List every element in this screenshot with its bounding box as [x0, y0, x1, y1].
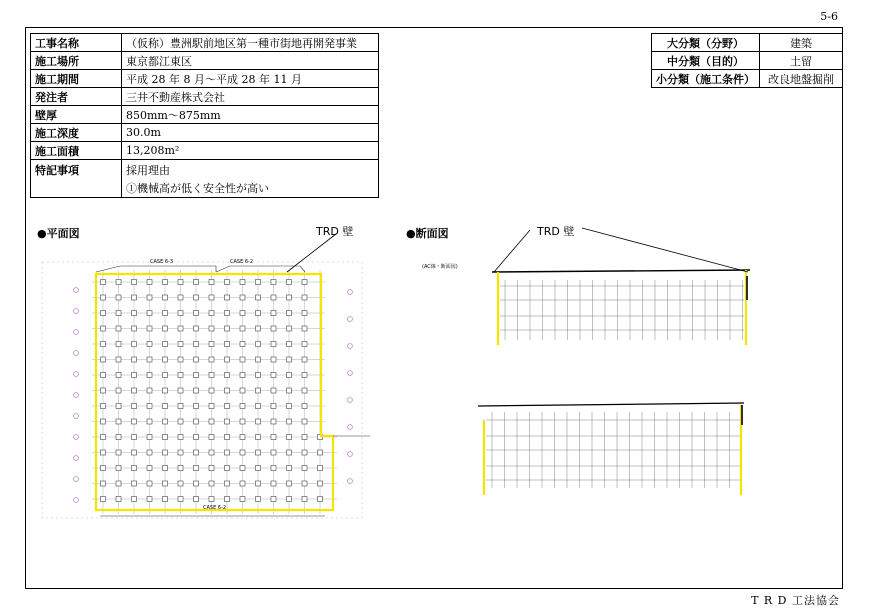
column-mark [287, 342, 292, 347]
column-mark [209, 357, 214, 362]
column-mark [147, 481, 152, 486]
column-mark [256, 280, 261, 285]
column-mark [132, 481, 137, 486]
column-mark [225, 435, 230, 440]
column-mark [209, 342, 214, 347]
grid-marker [348, 344, 353, 349]
column-mark [271, 450, 276, 455]
column-mark [194, 497, 199, 502]
table-row: 施工深度 30.0m [31, 124, 379, 142]
grid-marker [74, 309, 79, 314]
column-mark [178, 311, 183, 316]
plan-leader-line [287, 234, 336, 272]
column-mark [194, 342, 199, 347]
column-mark [256, 388, 261, 393]
column-mark [271, 481, 276, 486]
footer-organization: T R D 工法協会 [751, 594, 840, 607]
column-mark [302, 311, 307, 316]
plan-view-drawing [42, 234, 370, 518]
grid-marker [74, 498, 79, 503]
column-mark [240, 357, 245, 362]
column-mark [116, 342, 121, 347]
column-mark [256, 326, 261, 331]
column-mark [132, 373, 137, 378]
column-mark [271, 280, 276, 285]
column-mark [101, 357, 106, 362]
column-mark [209, 280, 214, 285]
column-mark [209, 466, 214, 471]
column-mark [194, 466, 199, 471]
column-mark [116, 357, 121, 362]
note-line-2: ①機械高が低く安全性が高い [126, 182, 269, 195]
column-mark [302, 342, 307, 347]
column-mark [256, 311, 261, 316]
column-mark [132, 357, 137, 362]
grid-marker [348, 290, 353, 295]
column-mark [178, 295, 183, 300]
grid-marker [348, 317, 353, 322]
case-label-top-1: CASE 6-3 [150, 259, 174, 265]
table-row: 小分類（施工条件） 改良地盤掘削 [652, 70, 843, 88]
column-mark [302, 435, 307, 440]
column-mark [163, 450, 168, 455]
column-mark [132, 388, 137, 393]
column-mark [194, 280, 199, 285]
column-mark [240, 311, 245, 316]
column-mark [163, 388, 168, 393]
column-mark [209, 295, 214, 300]
column-mark [132, 311, 137, 316]
grid-marker [74, 477, 79, 482]
column-mark [101, 481, 106, 486]
column-mark [116, 497, 121, 502]
column-mark [147, 466, 152, 471]
column-mark [163, 357, 168, 362]
column-mark [178, 497, 183, 502]
column-mark [302, 388, 307, 393]
column-mark [132, 450, 137, 455]
column-mark [194, 450, 199, 455]
column-mark [225, 481, 230, 486]
column-mark [302, 326, 307, 331]
section-leader-right [582, 228, 748, 272]
column-mark [318, 497, 323, 502]
column-mark [194, 373, 199, 378]
section-view-drawing [422, 228, 750, 495]
column-mark [240, 497, 245, 502]
column-mark [287, 435, 292, 440]
column-mark [116, 373, 121, 378]
column-mark [147, 435, 152, 440]
case-label-bottom: CASE 6-2 [203, 505, 227, 511]
column-mark [225, 295, 230, 300]
column-mark [147, 280, 152, 285]
column-mark [194, 326, 199, 331]
column-mark [240, 326, 245, 331]
column-mark [209, 419, 214, 424]
column-mark [302, 497, 307, 502]
column-mark [209, 373, 214, 378]
column-mark [318, 466, 323, 471]
column-mark [163, 435, 168, 440]
column-mark [178, 481, 183, 486]
grid-marker [348, 452, 353, 457]
column-mark [132, 326, 137, 331]
column-mark [302, 466, 307, 471]
column-mark [178, 342, 183, 347]
column-mark [101, 280, 106, 285]
column-mark [116, 326, 121, 331]
section-trd-callout: TRD 壁 [537, 225, 575, 238]
grid-marker [74, 393, 79, 398]
column-mark [256, 435, 261, 440]
column-mark [163, 481, 168, 486]
column-mark [225, 311, 230, 316]
column-mark [209, 404, 214, 409]
column-mark [240, 404, 245, 409]
column-mark [302, 404, 307, 409]
column-mark [256, 342, 261, 347]
column-mark [178, 435, 183, 440]
column-mark [163, 342, 168, 347]
column-mark [178, 419, 183, 424]
column-mark [256, 419, 261, 424]
column-mark [163, 326, 168, 331]
column-mark [194, 388, 199, 393]
column-mark [271, 466, 276, 471]
column-mark [132, 295, 137, 300]
column-mark [101, 404, 106, 409]
column-mark [132, 497, 137, 502]
column-mark [287, 326, 292, 331]
column-mark [116, 450, 121, 455]
column-mark [287, 373, 292, 378]
column-mark [209, 435, 214, 440]
grid-marker [74, 330, 79, 335]
column-mark [194, 295, 199, 300]
column-mark [116, 419, 121, 424]
column-mark [163, 419, 168, 424]
column-mark [132, 419, 137, 424]
column-mark [132, 342, 137, 347]
column-mark [271, 295, 276, 300]
column-mark [256, 357, 261, 362]
column-mark [271, 342, 276, 347]
column-mark [194, 357, 199, 362]
column-mark [101, 342, 106, 347]
column-mark [225, 388, 230, 393]
column-mark [147, 497, 152, 502]
table-row: 壁厚 850mm～875mm [31, 106, 379, 124]
table-row: 施工場所 東京都江東区 [31, 52, 379, 70]
column-mark [163, 404, 168, 409]
column-mark [132, 404, 137, 409]
column-mark [256, 450, 261, 455]
column-mark [271, 435, 276, 440]
column-mark [287, 280, 292, 285]
column-mark [147, 373, 152, 378]
column-mark [163, 311, 168, 316]
column-mark [225, 342, 230, 347]
grid-marker [74, 288, 79, 293]
column-mark [147, 342, 152, 347]
special-notes-row: 特記事項 採用理由 ①機械高が低く安全性が高い [31, 160, 379, 198]
table-row: 大分類（分野） 建築 [652, 34, 843, 52]
column-mark [209, 326, 214, 331]
page-number: 5-6 [820, 10, 838, 23]
column-mark [256, 295, 261, 300]
column-mark [225, 373, 230, 378]
column-mark [116, 466, 121, 471]
grid-marker [348, 425, 353, 430]
column-mark [116, 295, 121, 300]
column-mark [287, 404, 292, 409]
column-mark [209, 481, 214, 486]
column-mark [302, 295, 307, 300]
column-mark [178, 280, 183, 285]
column-mark [302, 373, 307, 378]
column-mark [209, 450, 214, 455]
column-mark [287, 481, 292, 486]
column-mark [225, 450, 230, 455]
column-mark [287, 419, 292, 424]
column-mark [132, 280, 137, 285]
column-mark [240, 481, 245, 486]
column-mark [302, 481, 307, 486]
column-mark [287, 388, 292, 393]
column-mark [101, 419, 106, 424]
column-mark [225, 280, 230, 285]
column-mark [225, 497, 230, 502]
plan-trd-callout: TRD 壁 [316, 225, 354, 238]
column-mark [101, 373, 106, 378]
column-mark [271, 357, 276, 362]
column-mark [101, 497, 106, 502]
column-mark [178, 450, 183, 455]
column-mark [101, 295, 106, 300]
column-mark [147, 404, 152, 409]
table-row: 中分類（目的） 土留 [652, 52, 843, 70]
column-mark [271, 419, 276, 424]
column-mark [147, 311, 152, 316]
column-mark [271, 311, 276, 316]
column-mark [178, 357, 183, 362]
column-mark [194, 419, 199, 424]
column-mark [225, 466, 230, 471]
column-mark [101, 388, 106, 393]
grid-marker [348, 371, 353, 376]
column-mark [194, 481, 199, 486]
column-mark [256, 466, 261, 471]
column-mark [209, 497, 214, 502]
grid-marker [74, 435, 79, 440]
column-mark [287, 466, 292, 471]
column-mark [240, 388, 245, 393]
column-mark [147, 450, 152, 455]
column-mark [271, 373, 276, 378]
column-mark [287, 295, 292, 300]
column-mark [101, 326, 106, 331]
column-mark [132, 435, 137, 440]
column-mark [163, 295, 168, 300]
column-mark [318, 481, 323, 486]
column-mark [116, 481, 121, 486]
note-line-1: 採用理由 [126, 164, 170, 177]
grid-marker [74, 351, 79, 356]
column-mark [178, 466, 183, 471]
column-mark [225, 357, 230, 362]
column-mark [178, 404, 183, 409]
table-row: 工事名称 （仮称）豊洲駅前地区第一種市街地再開発事業 [31, 34, 379, 52]
column-mark [271, 404, 276, 409]
table-row: 施工期間 平成 28 年 8 月～平成 28 年 11 月 [31, 70, 379, 88]
column-mark [256, 373, 261, 378]
column-mark [209, 311, 214, 316]
column-mark [240, 450, 245, 455]
column-mark [287, 450, 292, 455]
column-mark [271, 388, 276, 393]
column-mark [194, 404, 199, 409]
column-mark [318, 450, 323, 455]
column-mark [178, 326, 183, 331]
table-row: 施工面積 13,208m² [31, 142, 379, 160]
section-view-title: ●断面図 [406, 227, 449, 240]
plan-view-title: ●平面図 [37, 227, 80, 240]
ac-section-label: (AC線・断面図) [422, 264, 458, 270]
column-mark [132, 466, 137, 471]
grid-marker [348, 398, 353, 403]
column-mark [178, 373, 183, 378]
column-mark [240, 342, 245, 347]
column-mark [225, 404, 230, 409]
column-mark [287, 497, 292, 502]
column-mark [101, 466, 106, 471]
column-mark [101, 435, 106, 440]
column-mark [163, 280, 168, 285]
column-mark [240, 466, 245, 471]
column-mark [147, 419, 152, 424]
column-mark [163, 466, 168, 471]
column-mark [147, 388, 152, 393]
column-mark [271, 497, 276, 502]
column-mark [116, 280, 121, 285]
section-leader-left [494, 230, 530, 272]
column-mark [225, 326, 230, 331]
column-mark [240, 295, 245, 300]
column-mark [240, 419, 245, 424]
column-mark [225, 419, 230, 424]
column-mark [147, 357, 152, 362]
column-mark [256, 497, 261, 502]
column-mark [116, 435, 121, 440]
column-mark [116, 311, 121, 316]
column-mark [178, 388, 183, 393]
column-mark [256, 481, 261, 486]
column-mark [240, 373, 245, 378]
column-mark [302, 450, 307, 455]
column-mark [302, 280, 307, 285]
column-mark [147, 326, 152, 331]
column-mark [194, 311, 199, 316]
column-mark [302, 419, 307, 424]
column-mark [302, 357, 307, 362]
column-mark [209, 388, 214, 393]
column-mark [147, 295, 152, 300]
column-mark [194, 435, 199, 440]
column-mark [256, 404, 261, 409]
column-mark [116, 404, 121, 409]
column-mark [240, 280, 245, 285]
column-mark [116, 388, 121, 393]
grid-marker [348, 479, 353, 484]
grid-marker [74, 372, 79, 377]
table-row: 発注者 三井不動産株式会社 [31, 88, 379, 106]
column-mark [163, 373, 168, 378]
grid-marker [74, 456, 79, 461]
case-label-top-2: CASE 6-2 [230, 259, 254, 265]
column-mark [287, 311, 292, 316]
column-mark [287, 357, 292, 362]
column-mark [163, 497, 168, 502]
column-mark [101, 311, 106, 316]
column-mark [101, 450, 106, 455]
column-mark [271, 326, 276, 331]
column-mark [240, 435, 245, 440]
grid-marker [74, 414, 79, 419]
